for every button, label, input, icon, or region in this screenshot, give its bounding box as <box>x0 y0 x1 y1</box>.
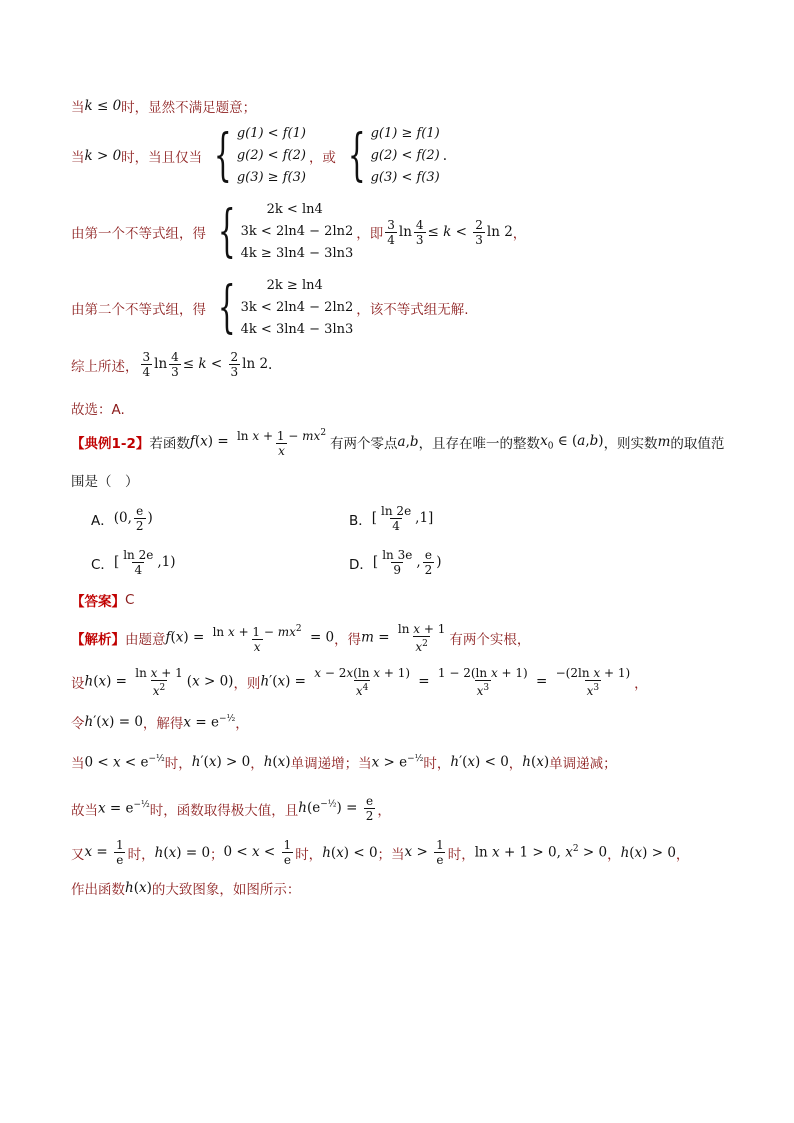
line-conclusion: 综上所述， $\frac{3}{4}$ ln $\frac{4}{3}$ ≤ k < $\frac{2}{3}$ ln 2 . <box>71 350 273 379</box>
analysis-line-5: 故当 $x = e^{-\frac{1}{2}}$ 时，函数取得极大值，且 $h(e^{-\frac{1}{2}})$ = $\frac{e}{2}$ ， <box>71 794 391 823</box>
analysis-line-4: 当 $0 < x < e^{-\frac{1}{2}}$ 时， h′(x) > 0 ， h(x) 单调递增；当 $x > e^{-\frac{1}{2}}$ 时， h′(x) < 0 ， h(x) 单调递减； <box>71 753 617 772</box>
answer-line: 【答案】 C <box>71 592 135 610</box>
inequality-system-4: { 2k ≥ ln4 3k < 2ln4 − 2ln2 4k < 3ln4 − 3ln3 <box>217 275 354 340</box>
line-k-positive: 当 k > 0 时，当且仅当 { g(1) < f(1) g(2) < f(2) g(3) ≥ f(3) ，或 { g(1) ≥ f(1) g(2) < f(2) g(3) < f(3) . <box>71 123 447 188</box>
example-question-cont: 围是（ ） <box>71 474 139 490</box>
example-question: 【典例1-2】 若函数 f(x) = $\frac{\ln x + 1 - mx^2}{x}$ 有两个零点 a , b ，且存在唯一的整数 $x_0$ ∈ (a,b) ，则实数 m 的取值范 <box>71 428 725 458</box>
option-a[interactable]: A． (0, $\frac{e}{2}$ ) <box>91 504 153 533</box>
line-k-nonpositive: 当 k ≤ 0 时，显然不满足题意； <box>71 98 257 116</box>
inequality-system-3: { 2k < ln4 3k < 2ln4 − 2ln2 4k ≥ 3ln4 − 3ln3 <box>217 199 354 264</box>
line-second-system: 由第二个不等式组，得 { 2k ≥ ln4 3k < 2ln4 − 2ln2 4k < 3ln4 − 3ln3 ，该不等式组无解. <box>71 275 469 340</box>
inequality-system-2: { g(1) ≥ f(1) g(2) < f(2) g(3) < f(3) <box>347 123 440 188</box>
function-f: f(x) = $\frac{\ln x + 1 - mx^2}{x}$ <box>189 428 327 458</box>
option-c[interactable]: C． [ $\frac{\ln 2e}{4}$ ,1) <box>91 548 176 577</box>
analysis-line-1: 【解析】 由题意 f(x) = $\frac{\ln x + 1 - mx^2}{x}$ = 0 ，得 m = $\frac{\text{ln x + 1}}{x^2}$ 有两个实根， <box>71 622 531 654</box>
line-first-system: 由第一个不等式组，得 { 2k < ln4 3k < 2ln4 − 2ln2 4k ≥ 3ln4 − 3ln3 ，即 $\frac{3}{4}$ ln $\frac{4}{3}$ ≤ k < $\frac{2}{3}$ ln 2 ， <box>71 199 527 264</box>
conclusion-interval: $\frac{3}{4}$ ln $\frac{4}{3}$ ≤ k < $\frac{2}{3}$ ln 2 <box>142 350 269 379</box>
line-choice: 故选：A. <box>71 402 125 418</box>
analysis-line-3: 令 h′(x) = 0 ，解得 $x = e^{-\frac{1}{2}}$ ， <box>71 713 249 732</box>
analysis-line-2: 设 h(x) = $\frac{\text{ln x + 1}}{x^2}$ (x > 0) ，则 h′(x) = $\frac{\text{x − 2x(ln x + 1)}}{x^4}$ = $\frac{\text{1 − 2(ln x + 1)}}{x^3}$ = $\frac{\text{−(2ln x + 1)}}{x^3}$ ， <box>71 666 648 698</box>
result-interval-1: $\frac{3}{4}$ ln $\frac{4}{3}$ ≤ k < $\frac{2}{3}$ ln 2 <box>387 217 513 247</box>
analysis-line-7: 作出函数 h(x) 的大致图象，如图所示： <box>71 880 301 898</box>
inequality-system-1: { g(1) < f(1) g(2) < f(2) g(3) ≥ f(3) <box>214 123 306 188</box>
option-b[interactable]: B． [ $\frac{\ln 2e}{4}$ ,1] <box>349 504 434 533</box>
option-d[interactable]: D． [ $\frac{\ln 3e}{9}$ , $\frac{e}{2}$ ) <box>349 548 442 577</box>
analysis-line-6: 又 x = $\frac{1}{e}$ 时， h(x) = 0 ； 0 < x < $\frac{1}{e}$ 时， h(x) < 0 ；当 x > $\frac{1}{e}$ 时， ln x + 1 > 0, $x^2 > 0$ ， h(x) > 0 ， <box>71 838 690 867</box>
